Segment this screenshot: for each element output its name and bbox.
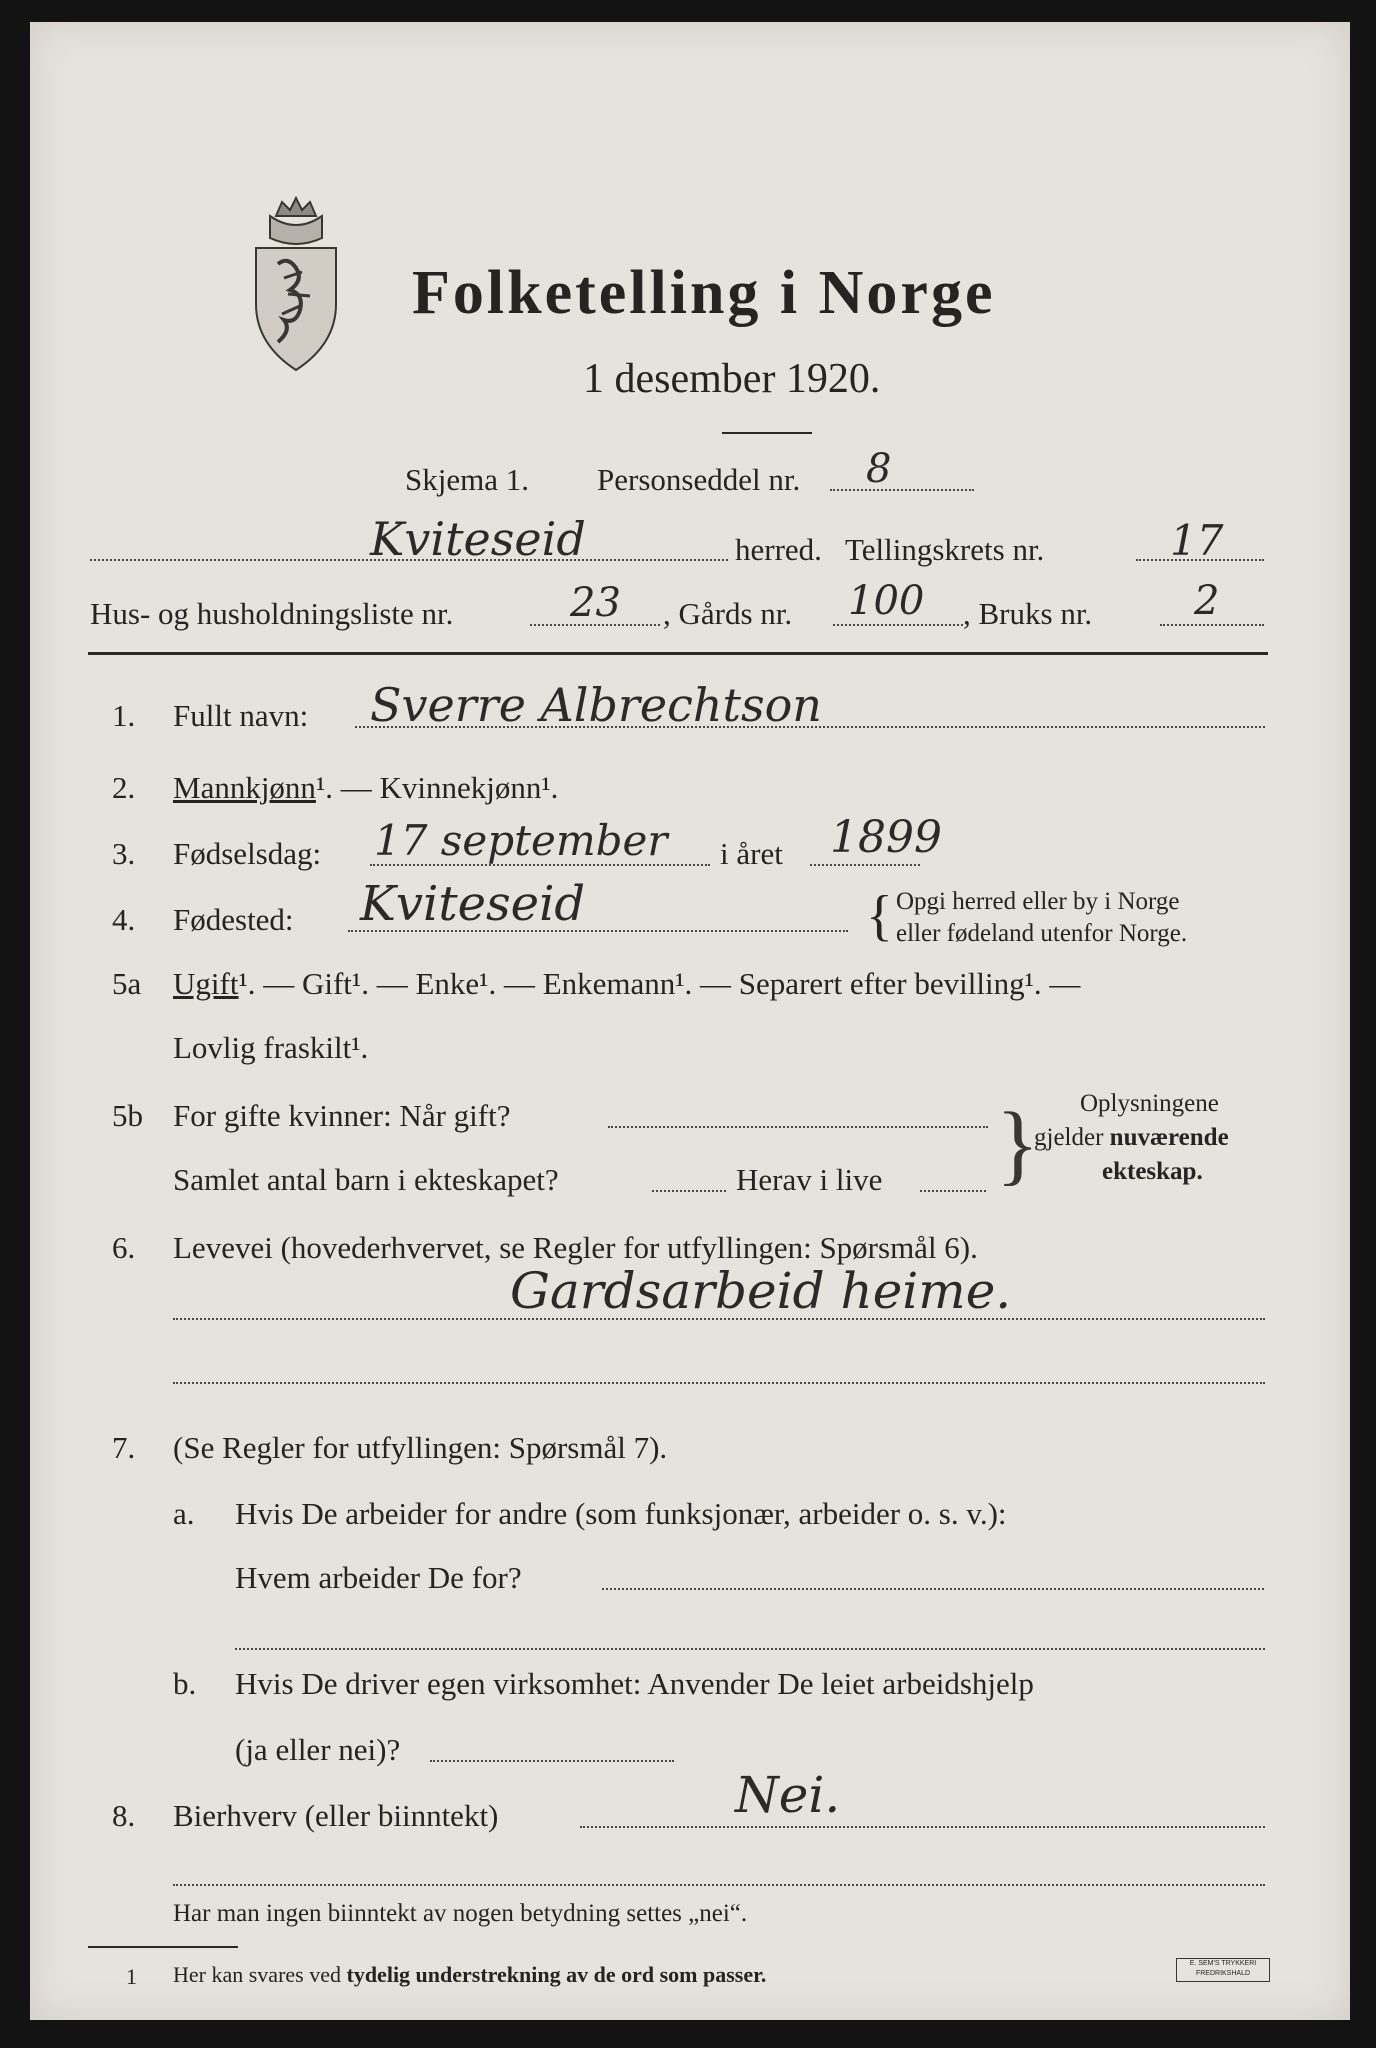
q6-label: Levevei (hovederhvervet, se Regler for utfyllingen: Spørsmål 6).	[173, 1230, 978, 1265]
q7b-question: (ja eller nei)?	[235, 1732, 401, 1767]
header-divider	[88, 652, 1268, 655]
q5a-ugift-option[interactable]: Ugift	[173, 966, 239, 1001]
form-date: 1 desember 1920.	[583, 356, 881, 402]
footnote-number: 1	[126, 1964, 137, 1989]
q8-label: Bierhverv (eller biinntekt)	[173, 1798, 499, 1833]
q4-note-1: Opgi herred eller by i Norge	[896, 888, 1180, 915]
q3-year-label: i året	[720, 836, 783, 871]
q1-value[interactable]: Sverre Albrechtson	[370, 678, 822, 732]
herred-label: herred.	[735, 532, 822, 567]
personseddel-value[interactable]: 8	[866, 446, 892, 492]
q5a-other-options[interactable]: ¹. — Gift¹. — Enke¹. — Enkemann¹. — Separert efter bevilling¹. —	[238, 966, 1081, 1001]
q2-female-option[interactable]: Kvinnekjønn¹.	[379, 770, 559, 805]
q3-year-value[interactable]: 1899	[830, 812, 942, 863]
q6-value[interactable]: Gardsarbeid heime.	[510, 1262, 1012, 1320]
gards-label: , Gårds nr.	[663, 596, 793, 631]
q3-year-line	[810, 864, 920, 866]
footnote-divider	[88, 1946, 238, 1948]
q7a-line-2	[235, 1648, 1265, 1650]
q5b-alive-line	[920, 1190, 986, 1192]
q5b-married-line	[608, 1126, 988, 1128]
q8-line-2	[173, 1884, 1265, 1886]
bruks-value[interactable]: 2	[1194, 578, 1220, 624]
bruks-label: , Bruks nr.	[963, 596, 1093, 631]
personseddel-label: Personseddel nr.	[597, 462, 801, 497]
q7b-line	[430, 1760, 674, 1762]
q5b-children-label: Samlet antal barn i ekteskapet?	[173, 1162, 559, 1197]
herred-value[interactable]: Kviteseid	[370, 512, 586, 566]
husliste-value[interactable]: 23	[570, 580, 621, 626]
q6-line-2	[173, 1382, 1265, 1384]
q7a-question: Hvem arbeider De for?	[235, 1560, 522, 1595]
footer-note: Har man ingen biinntekt av nogen betydning settes „nei“.	[173, 1900, 748, 1927]
q2-options	[173, 770, 558, 806]
tellingskrets-label: Tellingskrets nr.	[845, 532, 1045, 567]
q7-label: (Se Regler for utfyllingen: Spørsmål 7).	[173, 1430, 668, 1465]
husliste-label: Hus- og husholdningsliste nr.	[90, 596, 454, 631]
q8-value[interactable]: Nei.	[735, 1766, 841, 1824]
q5b-note-1: Oplysningene	[1080, 1090, 1219, 1117]
q4-value[interactable]: Kviteseid	[360, 876, 586, 932]
q2-separator: ¹. —	[315, 770, 380, 805]
q3-number: 3.	[112, 836, 136, 871]
q7-number: 7.	[112, 1430, 136, 1465]
form-title: Folketelling i Norge	[412, 259, 996, 327]
q5a-number: 5a	[112, 966, 142, 1001]
personseddel-line	[830, 489, 974, 491]
gards-value[interactable]: 100	[848, 578, 925, 624]
q8-line-1	[580, 1826, 1265, 1828]
tellingskrets-value[interactable]: 17	[1170, 516, 1224, 565]
footnote-text: Her kan svares ved tydelig understrekning av de ord som passer.	[173, 1962, 767, 1987]
q5b-married-label: For gifte kvinner: Når gift?	[173, 1098, 511, 1133]
q2-male-option[interactable]: Mannkjønn	[173, 770, 316, 805]
q6-number: 6.	[112, 1230, 136, 1265]
q4-brace: {	[866, 885, 893, 947]
q7b-text: Hvis De driver egen virksomhet: Anvender De leiet arbeidshjelp	[235, 1666, 1034, 1701]
coat-of-arms-icon	[248, 194, 344, 374]
printer-stamp: E. SEM'S TRYKKERI FREDRIKSHALD	[1176, 1958, 1270, 1982]
q7a-line-1	[602, 1588, 1264, 1590]
q5b-alive-label: Herav i live	[736, 1162, 883, 1197]
q3-day-value[interactable]: 17 september	[374, 816, 668, 865]
bruks-line	[1160, 624, 1264, 626]
q1-label: Fullt navn:	[173, 698, 309, 733]
q5b-note-2: gjelder nuværende	[1034, 1124, 1229, 1151]
q4-label: Fødested:	[173, 902, 294, 937]
q7a-letter: a.	[173, 1496, 195, 1531]
q2-number: 2.	[112, 770, 136, 805]
q5b-children-line	[652, 1190, 726, 1192]
q5b-note-3: ekteskap.	[1102, 1158, 1203, 1185]
q5a-options	[173, 966, 1080, 1002]
q7b-letter: b.	[173, 1666, 197, 1701]
q5b-number: 5b	[112, 1098, 143, 1133]
gards-line	[833, 624, 963, 626]
skjema-label: Skjema 1.	[405, 462, 529, 497]
census-form	[30, 22, 1350, 2020]
title-divider	[722, 432, 812, 434]
q8-number: 8.	[112, 1798, 136, 1833]
q3-label: Fødselsdag:	[173, 836, 322, 871]
q4-number: 4.	[112, 902, 136, 937]
q1-number: 1.	[112, 698, 136, 733]
q5b-brace: }	[996, 1095, 1040, 1194]
q7a-text: Hvis De arbeider for andre (som funksjonær, arbeider o. s. v.):	[235, 1496, 1007, 1531]
q4-note-2: eller fødeland utenfor Norge.	[896, 920, 1188, 947]
q5a-fraskilt-option[interactable]: Lovlig fraskilt¹.	[173, 1030, 369, 1065]
